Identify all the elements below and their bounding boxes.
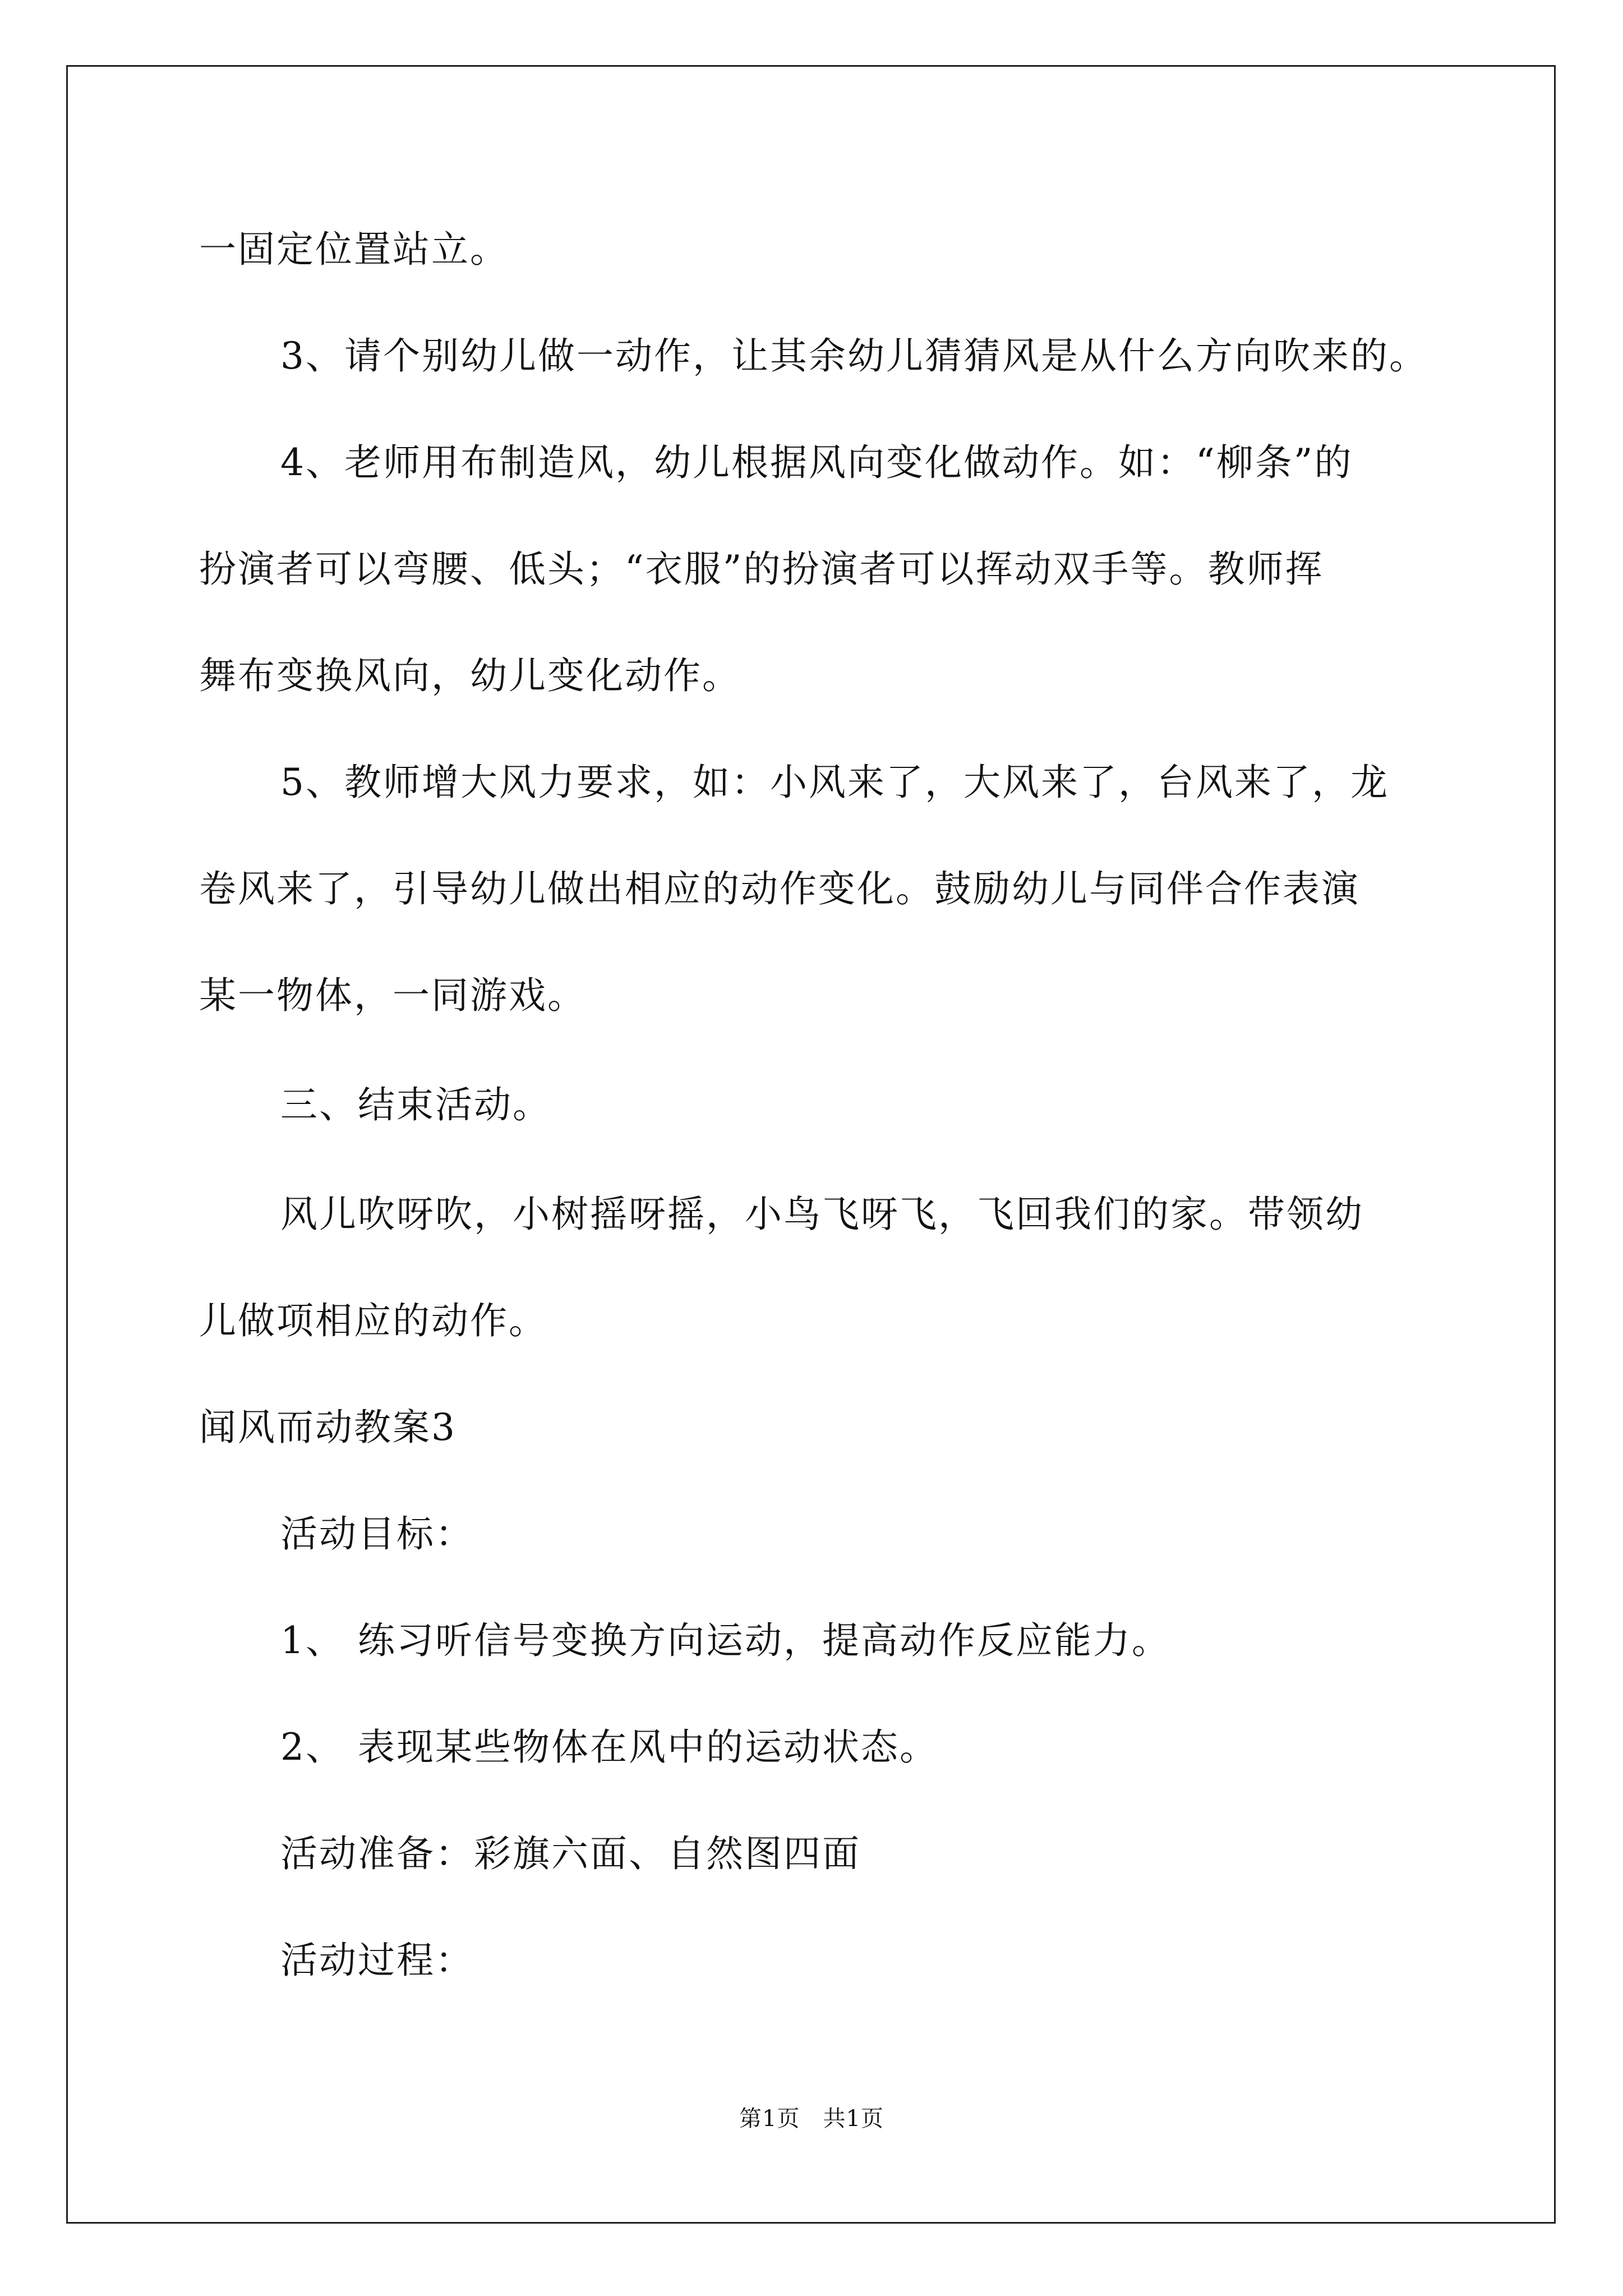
- paragraph-line: 某一物体，一同游戏。: [199, 974, 586, 1017]
- paragraph-line: 活动过程：: [280, 1939, 474, 1982]
- page-border: [66, 65, 1556, 2224]
- paragraph-line: 3、请个别幼儿做一动作，让其余幼儿猜猜风是从什么方向吹来的。: [280, 334, 1428, 378]
- paragraph-line: 5、教师增大风力要求，如：小风来了，大风来了，台风来了，龙: [280, 761, 1389, 804]
- page-footer: 第1页 共1页: [739, 2106, 884, 2132]
- paragraph-line: 卷风来了，引导幼儿做出相应的动作变化。鼓励幼儿与同伴合作表演: [199, 867, 1360, 910]
- paragraph-line: 活动准备：彩旗六面、自然图四面: [280, 1832, 861, 1875]
- paragraph-line: 舞布变换风向，幼儿变化动作。: [199, 654, 741, 697]
- paragraph-line: 活动目标：: [280, 1512, 474, 1556]
- list-item: 2、 表现某些物体在风中的运动状态。: [280, 1726, 938, 1769]
- paragraph-line: 风儿吹呀吹，小树摇呀摇，小鸟飞呀飞，飞回我们的家。带领幼: [280, 1193, 1364, 1236]
- paragraph-line: 儿做项相应的动作。: [199, 1299, 547, 1342]
- section-heading: 三、结束活动。: [280, 1083, 551, 1126]
- paragraph-line: 扮演者可以弯腰、低头；“衣服”的扮演者可以挥动双手等。教师挥: [199, 547, 1324, 591]
- document-title: 闻风而动教案3: [199, 1406, 457, 1449]
- list-item: 1、 练习听信号变换方向运动，提高动作反应能力。: [280, 1619, 1170, 1662]
- paragraph-line: 一固定位置站立。: [199, 228, 509, 271]
- paragraph-line: 4、老师用布制造风，幼儿根据风向变化做动作。如：“柳条”的: [280, 441, 1353, 484]
